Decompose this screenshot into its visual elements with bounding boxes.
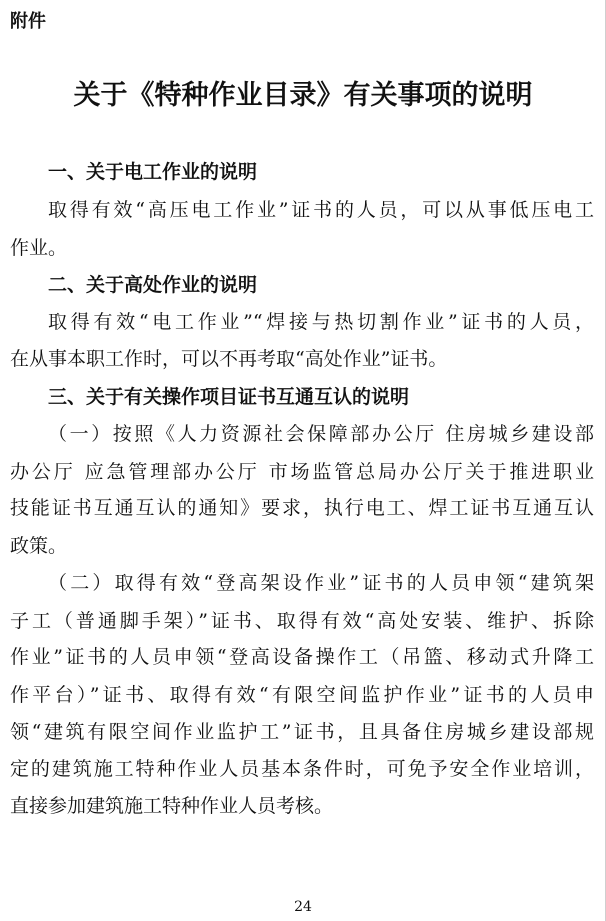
section-2-line-1: 取得有效“电工作业”“焊接与热切割作业”证书的人员， [48,311,594,333]
section-3-para-1-line-4: 政策。 [10,535,68,557]
section-3-para-1-line-2: 办公厅 应急管理部办公厅 市场监管总局办公厅关于推进职业 [10,461,594,483]
section-3-para-1-line-1: （一）按照《人力资源社会保障部办公厅 住房城乡建设部 [48,423,594,445]
section-1-heading: 一、关于电工作业的说明 [48,161,258,183]
section-3-para-2-line-7: 直接参加建筑施工特种作业人员考核。 [10,795,334,817]
document-title: 关于《特种作业目录》有关事项的说明 [73,80,533,111]
section-2-line-2: 在从事本职工作时，可以不再考取“高处作业”证书。 [10,348,448,370]
page-number: 24 [294,899,312,915]
section-3-heading: 三、关于有关操作项目证书互通互认的说明 [48,386,410,408]
section-3-para-2-line-4: 作平台）”证书、取得有效“有限空间监护作业”证书的人员申 [10,684,594,706]
section-3-para-2-line-5: 领“建筑有限空间作业监护工”证书，且具备住房城乡建设部规 [10,721,594,743]
section-3-para-2-line-3: 作业”证书的人员申领“登高设备操作工（吊篮、移动式升降工 [10,646,594,668]
section-3-para-2-line-2: 子工（普通脚手架）”证书、取得有效“高处安装、维护、拆除 [10,610,594,632]
attachment-label: 附件 [10,11,46,32]
section-3-para-2-line-1: （二）取得有效“登高架设作业”证书的人员申领“建筑架 [48,572,594,594]
section-3-para-2-line-6: 定的建筑施工特种作业人员基本条件时，可免予安全作业培训， [10,758,594,780]
section-3-para-1-line-3: 技能证书互通互认的通知》要求，执行电工、焊工证书互通互认 [10,497,594,519]
section-1-line-1: 取得有效“高压电工作业”证书的人员，可以从事低压电工 [48,199,594,221]
section-2-heading: 二、关于高处作业的说明 [48,274,258,296]
section-1-line-2: 作业。 [10,237,68,259]
